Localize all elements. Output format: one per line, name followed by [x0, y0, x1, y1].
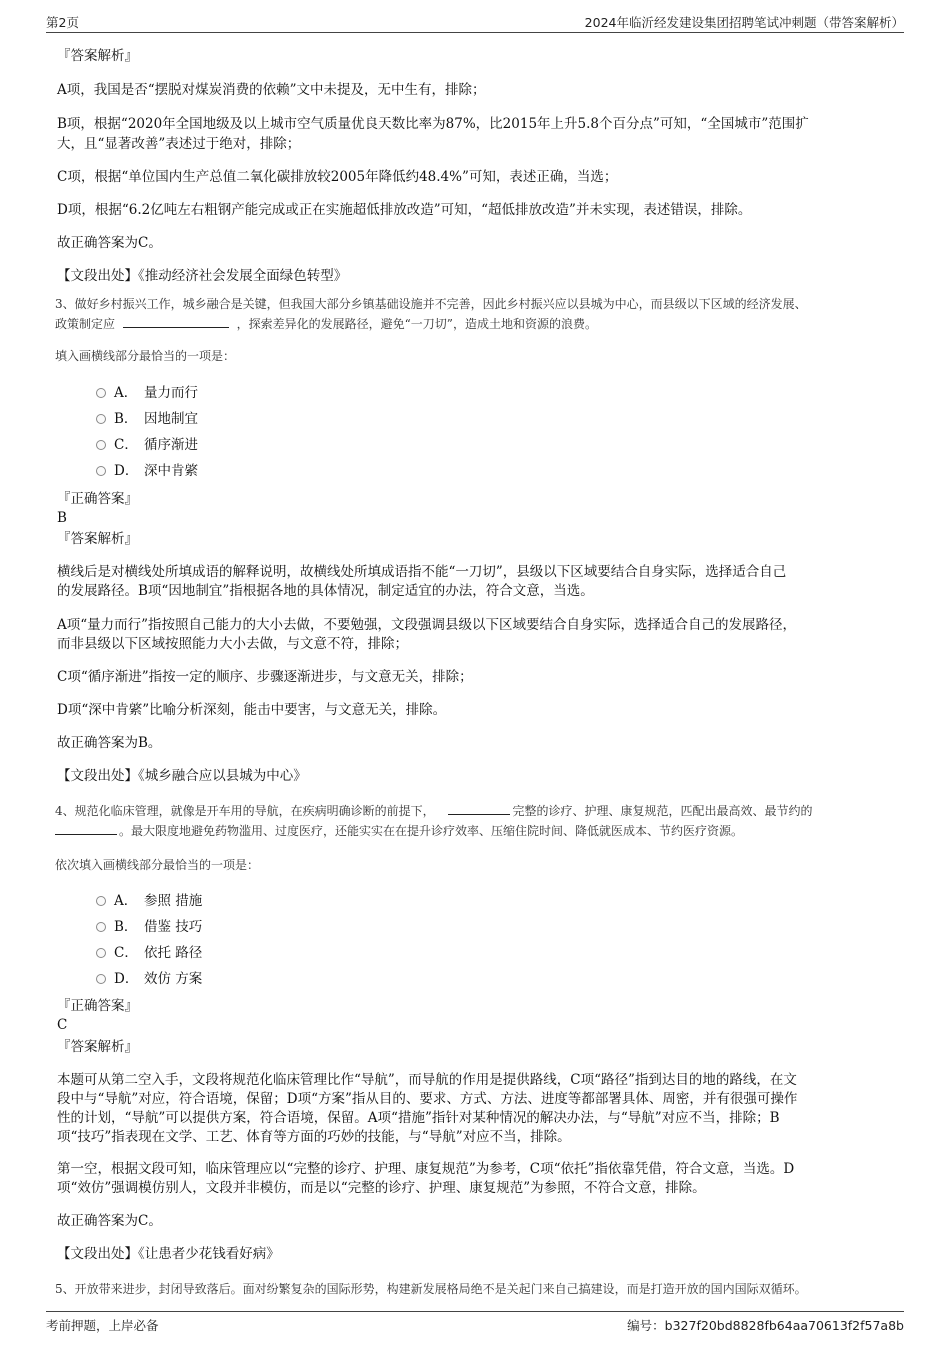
- correct-answer-heading: 『正确答案』: [57, 491, 138, 507]
- correct-answer: C: [57, 1017, 68, 1033]
- option-text: 依托 路径: [144, 945, 203, 961]
- option-text: 参照 措施: [144, 893, 203, 909]
- question-stem-line2: [55, 314, 895, 334]
- stem-text: 完整的诊疗、护理、康复规范，匹配出最高效、最节约的: [512, 804, 813, 818]
- stem-text: 政策制定应: [55, 317, 116, 331]
- analysis-para4: D项“深中肯綮”比喻分析深刻，能击中要害，与文意无关，排除。: [57, 702, 447, 718]
- page-number: 第2页: [46, 15, 79, 30]
- fill-blank: [448, 802, 510, 815]
- analysis-heading: 『答案解析』: [57, 531, 138, 547]
- question-stem-line1: [55, 801, 895, 821]
- page-footer: [46, 1311, 904, 1336]
- option-d[interactable]: [96, 461, 198, 481]
- analysis-para1-line4: 项“技巧”指表现在文学、工艺、体育等方面的巧妙的技能，与“导航”对应不当，排除。: [57, 1129, 571, 1145]
- analysis-para2-line1: A项“量力而行”指按照自己能力的大小去做，不要勉强，文段强调县级以下区域要结合自身实际，选择适合自己的发展路径，: [57, 617, 797, 633]
- page-header: [46, 12, 904, 33]
- question-stem-line1: 5、开放带来进步，封闭导致落后。面对纷繁复杂的国际形势，构建新发展格局绝不是关起门来自己搞建设，而是打造开放的国内国际双循环。: [55, 1282, 807, 1296]
- analysis-conclusion: 故正确答案为B。: [57, 735, 162, 751]
- radio-icon[interactable]: [96, 922, 106, 932]
- fill-blank: [55, 822, 117, 835]
- question-prompt: 填入画横线部分最恰当的一项是：: [55, 349, 236, 363]
- option-letter: D．: [114, 463, 139, 479]
- option-letter: C．: [114, 945, 138, 961]
- stem-text: 4、规范化临床管理，就像是开车用的导航，在疾病明确诊断的前提下，: [55, 804, 435, 818]
- analysis-heading: 『答案解析』: [57, 1039, 138, 1055]
- analysis-conclusion: 故正确答案为C。: [57, 235, 162, 251]
- option-a[interactable]: [96, 383, 198, 403]
- option-text: 效仿 方案: [144, 971, 203, 987]
- source-citation: 【文段出处】《让患者少花钱看好病》: [57, 1246, 280, 1262]
- radio-icon[interactable]: [96, 414, 106, 424]
- option-letter: A．: [114, 385, 138, 401]
- analysis-option-d: D项，根据“6.2亿吨左右粗钢产能完成或正在实施超低排放改造”可知，“超低排放改造”并未实现，表述错误，排除。: [57, 202, 752, 218]
- question-prompt: 依次填入画横线部分最恰当的一项是：: [55, 858, 260, 872]
- analysis-para1-line2: 的发展路径。B项“因地制宜”指根据各地的具体情况，制定适宜的办法，符合文意，当选。: [57, 583, 594, 599]
- option-a[interactable]: [96, 891, 202, 911]
- option-letter: A．: [114, 893, 138, 909]
- analysis-option-a: A项，我国是否“摆脱对煤炭消费的依赖”文中未提及，无中生有，排除；: [57, 82, 486, 98]
- question-stem-line1: 3、做好乡村振兴工作，城乡融合是关键，但我国大部分乡镇基础设施并不完善，因此乡村振兴应以县城为中心，而县级以下区域的经济发展、: [55, 297, 807, 311]
- correct-answer: B: [57, 510, 67, 526]
- option-letter: C．: [114, 437, 138, 453]
- analysis-para2-line1: 第一空，根据文段可知，临床管理应以“完整的诊疗、护理、康复规范”为参考，C项“依托”指依靠凭借，符合文意，当选。D: [57, 1161, 795, 1177]
- option-b[interactable]: [96, 917, 202, 937]
- stem-text: ，探索差异化的发展路径，避免“一刀切”，造成土地和资源的浪费。: [236, 317, 597, 331]
- radio-icon[interactable]: [96, 440, 106, 450]
- question-stem-line2: [55, 821, 895, 841]
- option-letter: B．: [114, 411, 138, 427]
- analysis-para2-line2: 项“效仿”强调模仿别人，文段并非模仿，而是以“完整的诊疗、护理、康复规范”为参照，不符合文意，排除。: [57, 1180, 706, 1196]
- fill-blank: [123, 315, 229, 328]
- option-c[interactable]: [96, 943, 202, 963]
- option-letter: B．: [114, 919, 138, 935]
- analysis-para1-line3: 性的计划，“导航”可以提供方案，符合语境，保留。A项“措施”指针对某种情况的解决办法，与“导航”对应不当，排除；B: [57, 1110, 780, 1126]
- option-text: 借鉴 技巧: [144, 919, 203, 935]
- radio-icon[interactable]: [96, 896, 106, 906]
- document-id: 编号：b327f20bd8828fb64aa70613f2f57a8b: [627, 1318, 904, 1333]
- analysis-conclusion: 故正确答案为C。: [57, 1213, 162, 1229]
- option-d[interactable]: [96, 969, 202, 989]
- option-letter: D．: [114, 971, 139, 987]
- analysis-option-b-line1: B项，根据“2020年全国地级及以上城市空气质量优良天数比率为87%，比2015年上升5.8个百分点”可知，“全国城市”范围扩: [57, 116, 809, 132]
- option-text: 循序渐进: [144, 437, 198, 453]
- analysis-heading: 『答案解析』: [57, 48, 138, 64]
- analysis-para3: C项“循序渐进”指按一定的顺序、步骤逐渐进步，与文意无关，排除；: [57, 669, 473, 685]
- source-citation: 【文段出处】《推动经济社会发展全面绿色转型》: [57, 268, 348, 284]
- analysis-para1-line2: 段中与“导航”对应，符合语境，保留；D项“方案”指从目的、要求、方式、方法、进度等都部署具体、周密，并有很强可操作: [57, 1091, 798, 1107]
- option-c[interactable]: [96, 435, 198, 455]
- option-text: 量力而行: [144, 385, 198, 401]
- radio-icon[interactable]: [96, 974, 106, 984]
- option-text: 深中肯綮: [144, 463, 198, 479]
- radio-icon[interactable]: [96, 948, 106, 958]
- analysis-para1-line1: 横线后是对横线处所填成语的解释说明，故横线处所填成语指不能“一刀切”，县级以下区域要结合自身实际，选择适合自己: [57, 564, 787, 580]
- option-text: 因地制宜: [144, 411, 198, 427]
- stem-text: 。最大限度地避免药物滥用、过度医疗，还能实实在在提升诊疗效率、压缩住院时间、降低就医成本、节约医疗资源。: [119, 824, 744, 838]
- radio-icon[interactable]: [96, 388, 106, 398]
- correct-answer-heading: 『正确答案』: [57, 998, 138, 1014]
- analysis-para2-line2: 而非县级以下区域按照能力大小去做，与文意不符，排除；: [57, 636, 408, 652]
- source-citation: 【文段出处】《城乡融合应以县城为中心》: [57, 768, 307, 784]
- footer-slogan: 考前押题，上岸必备: [46, 1318, 159, 1333]
- analysis-para1-line1: 本题可从第二空入手，文段将规范化临床管理比作“导航”，而导航的作用是提供路线，C项“路径”指到达目的地的路线，在文: [57, 1072, 797, 1088]
- analysis-option-b-line2: 大，且“显著改善”表述过于绝对，排除；: [57, 136, 301, 152]
- analysis-option-c: C项，根据“单位国内生产总值二氧化碳排放较2005年降低约48.4%”可知，表述正确，当选；: [57, 169, 618, 185]
- option-b[interactable]: [96, 409, 198, 429]
- radio-icon[interactable]: [96, 466, 106, 476]
- document-title: 2024年临沂经发建设集团招聘笔试冲刺题（带答案解析）: [584, 15, 904, 30]
